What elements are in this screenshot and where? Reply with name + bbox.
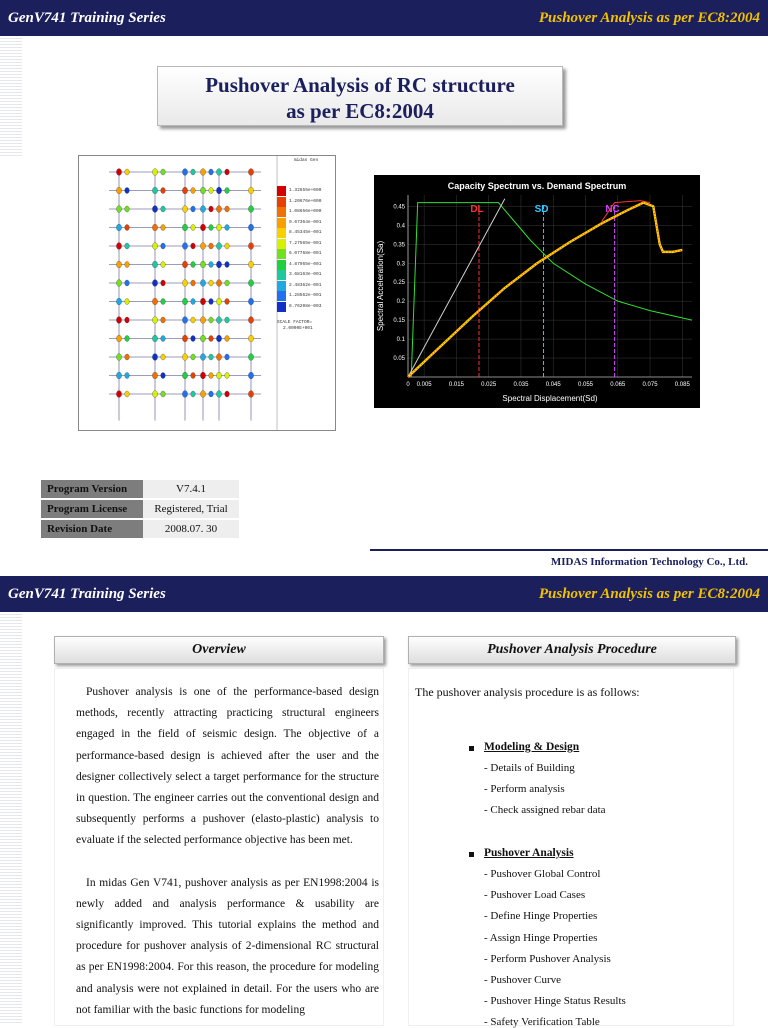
y-axis-label: Spectral Acceleration(Sa) [376,240,385,332]
legend-value: 2.48362e-001 [289,282,322,288]
plastic-hinge [209,280,214,286]
plastic-hinge [191,299,196,305]
plastic-hinge [125,317,130,323]
y-tick-label: 0.15 [393,318,405,325]
procedure-header: Pushover Analysis Procedure [408,636,736,664]
legend-swatch [277,228,286,238]
legend-swatch [277,218,286,228]
plastic-hinge [248,391,253,398]
plastic-hinge [182,280,187,287]
x-tick-label: 0 [406,382,410,388]
plastic-hinge [161,169,166,175]
plastic-hinge [200,372,205,379]
plastic-hinge [216,261,221,268]
plastic-hinge [116,187,121,194]
legend-value: 1.08656e+000 [289,209,322,215]
legend-header: midas Gen [293,158,319,163]
plastic-hinge [216,206,221,213]
plastic-hinge [200,280,205,287]
x-tick-label: 0.085 [674,382,690,388]
info-key: Program License [41,499,143,519]
plastic-hinge [209,206,214,212]
plastic-hinge [216,317,221,324]
plastic-hinge [200,317,205,324]
plastic-hinge [216,243,221,250]
plastic-hinge [152,354,157,361]
plastic-hinge [248,280,253,287]
procedure-item: - Safety Verification Table [484,1016,600,1028]
x-tick-label: 0.075 [642,382,658,388]
plastic-hinge [182,169,187,176]
plastic-hinge [182,261,187,268]
plastic-hinge [191,354,196,360]
info-row [41,519,239,539]
plastic-hinge [125,391,130,397]
program-info-table [41,480,239,540]
plastic-hinge [152,243,157,250]
legend-swatch [277,239,286,249]
y-tick-label: 0.35 [393,242,405,249]
plastic-hinge [161,225,166,231]
plastic-hinge [116,243,121,250]
legend-value: 9.67364e-001 [289,219,322,225]
legend-swatch [277,291,286,301]
legend-row [277,218,335,229]
plastic-hinge [209,169,214,175]
plastic-hinge [191,188,196,194]
plastic-hinge [116,317,121,324]
hinge-status-model-image [78,155,336,431]
procedure-item: - Perform analysis [484,783,565,796]
plastic-hinge [216,280,221,287]
plastic-hinge [248,372,253,379]
plastic-hinge [182,243,187,250]
plastic-hinge [125,299,130,305]
plastic-hinge [225,225,230,231]
plastic-hinge [161,299,166,305]
plastic-hinge [116,261,121,268]
plastic-hinge [182,187,187,194]
plastic-hinge [225,391,230,397]
plastic-hinge [161,317,166,323]
plastic-hinge [116,391,121,398]
plastic-hinge [248,206,253,213]
overview-paragraph-2: In midas Gen V741, pushover analysis as per EN1998:2004 is newly added and analysis performance & usability are significantly improved. This tutorial explains the method and procedure for pushover analysis of 2-dimensional RC structural as per EN1998:2004. For this reason, the procedure for modeling and analysis were not explained in detail. For the users who are not familiar with the basic functions for modeling [76,876,379,1016]
plastic-hinge [248,354,253,361]
plastic-hinge [116,280,121,287]
plastic-hinge [161,280,166,286]
series-line-capacity-dots [408,203,682,377]
plastic-hinge [161,373,166,379]
plastic-hinge [191,262,196,268]
plastic-hinge [191,206,196,212]
y-tick-label: 0.3 [396,261,405,268]
legend-row [277,239,335,250]
info-key: Revision Date [41,519,143,539]
plastic-hinge [125,354,130,360]
info-value: Registered, Trial [143,499,239,519]
company-name: MIDAS Information Technology Co., Ltd. [550,556,748,568]
plastic-hinge [191,243,196,249]
plastic-hinge [225,299,230,305]
legend-value: 6.07768e-001 [289,251,322,257]
topic-title: Pushover Analysis as per EC8:2004 [538,9,760,26]
legend-row [277,270,335,281]
plastic-hinge [191,225,196,231]
procedure-panel [408,668,734,1026]
plastic-hinge [200,261,205,268]
x-tick-label: 0.035 [513,382,529,388]
plastic-hinge [116,372,121,379]
chart-title: Capacity Spectrum vs. Demand Spectrum [447,181,627,191]
plastic-hinge [152,298,157,305]
legend-swatch [277,197,286,207]
plastic-hinge [225,317,230,323]
plastic-hinge [161,188,166,194]
plastic-hinge [225,262,230,268]
legend-row [277,281,335,292]
plastic-hinge [209,188,214,194]
plastic-hinge [191,280,196,286]
procedure-intro: The pushover analysis procedure is as follows: [415,685,640,699]
plastic-hinge [225,243,230,249]
plastic-hinge [200,206,205,213]
plastic-hinge [200,243,205,250]
x-axis-label: Spectral Displacement(Sd) [502,394,598,403]
performance-level-label: DL [470,204,484,215]
procedure-item: - Pushover Load Cases [484,889,586,902]
plastic-hinge [200,354,205,361]
plastic-hinge [182,298,187,305]
plastic-hinge [209,391,214,397]
plastic-hinge [191,336,196,342]
plastic-hinge [116,169,121,176]
procedure-item: - Pushover Hinge Status Results [484,995,626,1008]
plastic-hinge [182,354,187,361]
y-tick-label: 0.2 [396,299,405,306]
plastic-hinge [225,373,230,379]
plastic-hinge [209,243,214,249]
plastic-hinge [125,169,130,175]
info-row [41,480,239,499]
legend-row [277,291,335,302]
plastic-hinge [125,243,130,249]
plastic-hinge [161,354,166,360]
x-tick-label: 0.005 [416,382,432,388]
plastic-hinge [125,373,130,379]
slide-title-line2: as per EC8:2004 [286,99,434,123]
decorative-stripes-2 [0,614,22,1024]
plastic-hinge [209,299,214,305]
plastic-hinge [216,335,221,342]
slide-title-line1: Pushover Analysis of RC structure [205,73,515,97]
legend-row [277,260,335,271]
plastic-hinge [182,224,187,231]
legend-value: 8.76208e-003 [289,303,322,309]
legend-swatch [277,207,286,217]
plastic-hinge [209,225,214,231]
procedure-section-title: Modeling & Design [484,741,580,753]
procedure-item: - Details of Building [484,762,575,774]
plastic-hinge [182,335,187,342]
plastic-hinge [200,187,205,194]
plastic-hinge [152,280,157,287]
plastic-hinge [248,187,253,194]
plastic-hinge [182,317,187,324]
legend-value: 7.27565e-001 [289,240,322,246]
y-tick-label: 0.05 [393,356,405,363]
x-tick-label: 0.055 [577,382,594,388]
plastic-hinge [161,391,166,397]
legend-swatch [277,270,286,280]
plastic-hinge [191,317,196,323]
capacity-chart-svg [374,175,700,408]
model-legend [277,156,335,430]
legend-swatch [277,249,286,259]
section-bullet-icon [469,746,474,751]
info-row [41,499,239,519]
plastic-hinge [200,391,205,398]
plastic-hinge [200,335,205,342]
plastic-hinge [152,391,157,398]
plastic-hinge [191,373,196,379]
plastic-hinge [248,298,253,305]
y-tick-label: 0.1 [396,337,405,344]
footer-rule [370,549,768,551]
plastic-hinge [116,206,121,213]
plastic-hinge [209,373,214,379]
plastic-hinge [216,372,221,379]
legend-row [277,302,335,313]
legend-row [277,228,335,239]
plastic-hinge [200,224,205,231]
legend-swatch [277,281,286,291]
performance-level-label: SD [534,204,549,215]
plastic-hinge [161,262,166,268]
overview-paragraph-1: Pushover analysis is one of the performance-based design methods, recently attracting practicing structural engineers engaged in the field of seismic design. The objective of a performance-based design is achieved after the user and the designer collectively select a target performance for the structure in question. The engineer carries out the conventional design and subsequently performs a pushover (elasto-plastic) analysis to evaluate if the selected performance objective has been met. [76,686,379,847]
legend-value: 3.68163e-001 [289,272,322,278]
info-key: Program Version [41,480,143,499]
info-value: 2008.07. 30 [143,519,239,539]
plastic-hinge [152,372,157,379]
plastic-hinge [200,169,205,176]
procedure-item: - Define Hinge Properties [484,910,598,923]
legend-row [277,186,335,197]
procedure-section-title: Pushover Analysis [484,847,574,859]
performance-level-label: NC [605,204,620,215]
overview-header: Overview [54,636,384,664]
plastic-hinge [125,262,130,268]
plastic-hinge [248,261,253,268]
legend-value: 8.45345e-001 [289,230,322,236]
plastic-hinge [116,335,121,342]
plastic-hinge [248,224,253,231]
plastic-hinge [209,354,214,360]
x-tick-label: 0.065 [610,382,626,388]
plastic-hinge [248,243,253,250]
plastic-hinge [152,224,157,231]
procedure-item: - Pushover Curve [484,974,561,986]
plastic-hinge [182,372,187,379]
legend-swatch [277,186,286,196]
plastic-hinge [152,317,157,324]
section-bullet-icon [469,852,474,857]
series-title-2: GenV741 Training Series [8,585,166,602]
plastic-hinge [152,169,157,176]
plastic-hinge [161,243,166,249]
series-title: GenV741 Training Series [8,9,166,26]
plastic-hinge [152,187,157,194]
plastic-hinge [125,188,130,194]
plastic-hinge [248,169,253,176]
procedure-item: - Assign Hinge Properties [484,931,598,944]
legend-row [277,249,335,260]
series-line-capacity [408,203,682,377]
legend-value: 4.87965e-001 [289,261,322,267]
plastic-hinge [216,354,221,361]
slide-title-box [157,66,563,126]
procedure-item: - Check assigned rebar data [484,804,606,817]
plastic-hinge [209,336,214,342]
legend-row [277,197,335,208]
plastic-hinge [248,335,253,342]
plastic-hinge [209,262,214,268]
plastic-hinge [225,354,230,360]
info-value: V7.4.1 [143,480,239,499]
legend-rows [277,186,335,312]
plastic-hinge [152,261,157,268]
plastic-hinge [209,317,214,323]
plastic-hinge [125,206,130,212]
plastic-hinge [182,206,187,213]
plastic-hinge [125,225,130,231]
second-banner [0,576,768,612]
y-tick-label: 0.25 [393,280,405,287]
decorative-stripes [0,38,22,156]
plastic-hinge [216,187,221,194]
plastic-hinge [216,224,221,231]
legend-scale-factor: 2.0000E+001 [283,326,313,331]
plastic-hinge [182,391,187,398]
capacity-spectrum-chart [374,175,700,408]
y-tick-label: 0.4 [396,223,405,230]
plastic-hinge [216,169,221,176]
plastic-hinge [161,336,166,342]
plastic-hinge [125,280,130,286]
legend-value: 1.28562e-001 [289,293,322,299]
top-banner [0,0,768,36]
legend-value: 1.32655e+000 [289,188,322,194]
legend-swatch [277,260,286,270]
x-tick-label: 0.015 [448,382,464,388]
plastic-hinge [225,169,230,175]
plastic-hinge [161,206,166,212]
legend-scale-label: SCALE FACTOR= [277,320,313,325]
plastic-hinge [191,169,196,175]
x-tick-label: 0.045 [545,382,561,388]
plastic-hinge [225,206,230,212]
plastic-hinge [216,298,221,305]
x-tick-label: 0.025 [481,382,497,388]
plastic-hinge [216,391,221,398]
plastic-hinge [125,336,130,342]
procedure-item: - Pushover Global Control [484,868,601,880]
y-tick-label: 0.45 [393,204,405,211]
plastic-hinge [116,298,121,305]
plastic-hinge [191,391,196,397]
legend-row [277,207,335,218]
plastic-hinge [116,224,121,231]
legend-value: 1.20676e+000 [289,198,322,204]
procedure-item: - Perform Pushover Analysis [484,952,611,965]
plastic-hinge [225,188,230,194]
plastic-hinge [116,354,121,361]
plastic-hinge [152,335,157,342]
plastic-hinge [225,336,230,342]
plastic-hinge [225,280,230,286]
plastic-hinge [200,298,205,305]
plastic-hinge [152,206,157,213]
overview-panel [54,668,384,1026]
legend-swatch [277,302,286,312]
plastic-hinge [248,317,253,324]
topic-title-2: Pushover Analysis as per EC8:2004 [538,585,760,602]
